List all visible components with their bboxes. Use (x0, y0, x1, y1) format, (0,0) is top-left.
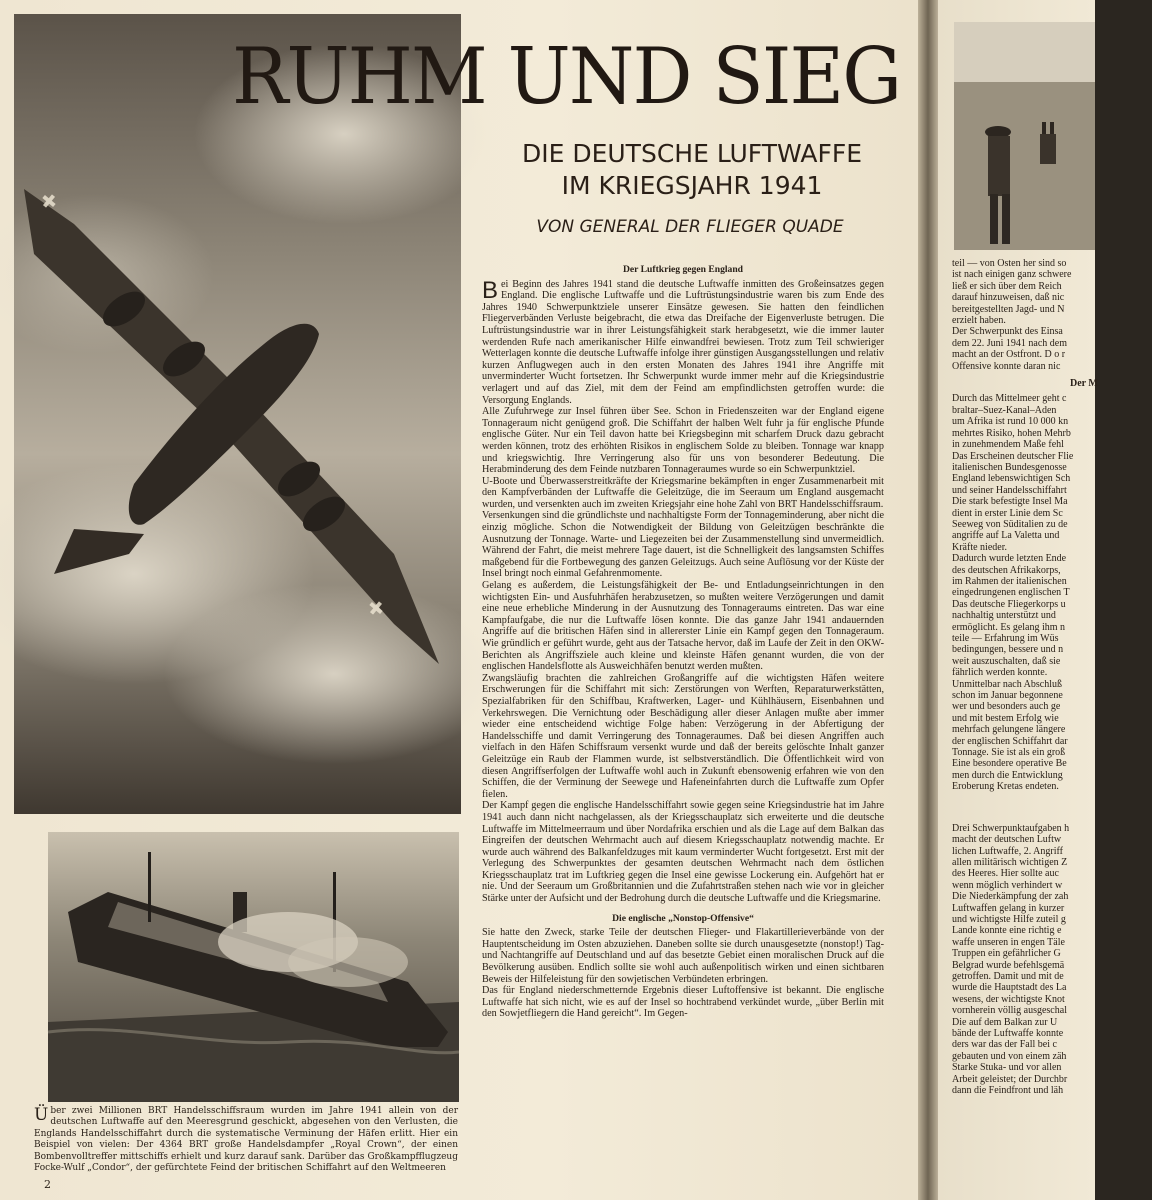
page-gutter (918, 0, 938, 1200)
ship-photo (48, 832, 459, 1102)
right-column-line: ders war das der Fall bei c (952, 1039, 1057, 1051)
right-column-line: getroffen. Damit und mit de (952, 970, 1064, 982)
right-column-line: Tonnage. Sie ist als ein groß (952, 747, 1066, 759)
section-title-luftkrieg: Der Luftkrieg gegen England (622, 264, 743, 275)
headline: RUHM UND SIEG (232, 32, 901, 122)
right-column-line: Kräfte nieder. (952, 541, 1007, 553)
photo-caption (34, 1106, 458, 1174)
article-paragraph: Der Kampf gegen die englische Handelsschiffahrt sowie gegen seine Kriegsindustrie hat im Jahre 1941 auch dann nicht nachgelassen, als der Kriegsschauplatz sich erweiterte und die deutsche Luftwaffe im Mittelmeerraum und über Nordafrika erschien und als die Lage auf dem Balkan das Eingreifen der deutschen Wehrmacht auch auf diesem Kriegsschauplatz notwendig machte. Er wurde auch während des Balkanfeldzuges mit kaum verminderter Wucht fortgesetzt. Erst mit der Verlegung des Schwerpunktes der gesamten deutschen Wehrmacht nach dem östlichen Kriegsschauplatz trat im Luftkrieg gegen die Insel eine gewisse Lockerung ein. Aufgehört hat er nie. Und der Seeraum um Großbritannien und die Zufahrtstraßen stehen nach wie vor in gleicher Stärke unter der Aufsicht und der Bedrohung durch die deutsche Luftwaffe und die Kriegsmarine. (482, 800, 884, 905)
right-column-line: des deutschen Afrikakorps, (952, 564, 1061, 576)
right-column-line: schon im Januar begonnene (952, 690, 1063, 702)
right-column-line: ermöglicht. Es gelang ihm n (952, 621, 1066, 633)
article-paragraph: U-Boote und Überwasserstreitkräfte der Kriegsmarine bekämpften in enger Zusammenarbeit mit den Kampfverbänden der Luftwaffe die Geleitzüge, die im Seeraum um England ausgemacht wurden, und versenkten auch im zweiten Kriegsjahr eine hohe Zahl von BRT Handelsschiffsraum. (482, 475, 884, 510)
right-column-line: Seeweg von Süditalien zu de (952, 518, 1068, 530)
caption-dropcap: Ü (34, 1105, 49, 1125)
right-column-line: wenn möglich verhindert w (952, 879, 1063, 891)
page-number: 2 (44, 1178, 51, 1191)
right-column-line: lichen Luftwaffe, 2. Angriff (952, 845, 1063, 857)
right-column-line: Durch das Mittelmeer geht c (952, 393, 1067, 405)
right-column-line: bände der Luftwaffe konnte (952, 1028, 1064, 1039)
right-column-section-title: Der M (1070, 378, 1098, 390)
right-column-line: und mit bestem Erfolg wie (952, 712, 1059, 724)
section-title-nonstop: Die englische „Nonstop-Offensive“ (612, 912, 754, 924)
right-column-line: Die Niederkämpfung der zah (952, 891, 1069, 903)
right-column-line: Eroberung Kretas endeten. (952, 781, 1059, 793)
right-column-text (952, 258, 1152, 1096)
right-column-line: nachhaltig unterstützt und (952, 610, 1056, 622)
right-column-line: Dadurch wurde letzten Ende (952, 553, 1067, 565)
right-column-line: ist nach einigen ganz schwere (952, 269, 1072, 281)
right-column-line: braltar–Suez-Kanal–Aden (952, 404, 1057, 416)
right-column-line: erzielt haben. (952, 315, 1006, 327)
byline: VON GENERAL DER FLIEGER QUADE (536, 217, 844, 237)
right-column-line: des Heeres. Hier sollte auc (952, 868, 1059, 880)
right-column-line: und seiner Handelsschiffahrt (952, 484, 1067, 496)
right-column-line: eingedrungenen englischen T (952, 587, 1070, 599)
right-column-line: Die auf dem Balkan zur U (952, 1016, 1058, 1028)
right-column-line: gebauten und von einem zäh (952, 1050, 1067, 1062)
right-column-line: Das Erscheinen deutscher Flie (952, 450, 1074, 462)
caption-text: ber zwei Millionen BRT Handelsschiffsraum wurden im Jahre 1941 allein von der deutschen Luftwaffe auf den Meeresgrund geschickt, abgesehen von den Verlusten, die Englands Handelsschiffahrt durch die systematische Verminung der Häfen erlitt. Hier ein Beispiel von vielen: Der 4364 BRT große Handelsdampfer „Royal Crown“, der einen Bombenvolltreffer mittschiffs erhielt und kurz darauf sank. Darüber das Großkampfflugzeug Focke-Wulf „Condor“, der gefürchtete Feind der britischen Schiffahrt auf den Weltmeeren (34, 1106, 458, 1174)
royal-crown-steamer-illustration (48, 832, 459, 1102)
right-column-line: dann die Feindfront und läh (952, 1085, 1064, 1097)
right-column-line: Luftwaffen gelang in kurzer (952, 902, 1065, 914)
article-paragraph: Bei Beginn des Jahres 1941 stand die deutsche Luftwaffe inmitten des Großeinsatzes gegen England. Die englische Luftwaffe und die Luftrüstungsindustrie waren bis zum Ende des Jahres 1940 Schwerpunktziele unserer Einsätze gewesen. Sie hatten den feindlichen Fliegerverbänden Verluste beigebracht, die etwa das Dreifache der Eigenverluste betrugen. Die Luftrüstungsindustrie war in ihrer Leistungsfähigkeit stark herabgesetzt, wie die immer lauter werdenden Rufe nach amerikanischer Hilfe einwandfrei bewiesen. Trotz zum Teil schwieriger Wetterlagen konnte die deutsche Luftwaffe infolge ihrer günstigen Ausgangsstellungen und relativ kurzen Anflugwegen auch in den ersten Monaten des Jahres 1941 ihre Angriffe mit unverminderter Wucht fortsetzen. Ihr Schwerpunkt wurde immer mehr auf die Kriegsindustrie verlagert und auf das Ziel, mit dem der Feind am empfindlichsten getroffen wurde: die Versorgung Englands. (482, 276, 884, 406)
soldiers-field-illustration (954, 22, 1095, 250)
right-column-line: fährlich werden konnte. (952, 667, 1048, 679)
right-column-line: macht der deutschen Luftw (952, 834, 1062, 846)
right-column-line: Unmittelbar nach Abschluß (952, 678, 1062, 690)
article-paragraph: Versenkungen sind die gründlichste und nachhaltigste Form der Tonnageminderung, aber nicht die einzig mögliche. Schon die Notwendigkeit der Bildung von Geleitzügen beschränkte die Ausnutzung der Tonnage. Warte- und Liegezeiten bei der Zusammenstellung sind unvermeidlich. Während der Fahrt, die meist mehrere Tage dauert, ist die Schnelligkeit des langsamsten Schiffes maßgebend für die Fortbewegung des ganzen Geleitzugs. Auch seine Auflösung vor der Küste der Insel bringt noch einmal Gefahrenmomente. (482, 510, 884, 580)
right-column-line: Drei Schwerpunktaufgaben h (952, 822, 1070, 834)
right-column-line: Arbeit geleistet; der Durchbr (952, 1073, 1068, 1085)
right-column-line: macht an der Ostfront. D o r (952, 349, 1066, 361)
right-column-line: italienischen Bundesgenosse (952, 461, 1067, 473)
right-column-line: allen militärisch wichtigen Z (952, 856, 1068, 868)
right-column-line: der englischen Schiffahrt dar (952, 735, 1068, 747)
right-column-line: darauf hinzuweisen, daß nic (952, 292, 1065, 304)
bomber-photo (14, 14, 461, 814)
focke-wulf-condor-illustration (14, 14, 461, 814)
right-column-line: dient in erster Linie dem Sc (952, 507, 1063, 519)
right-column-line: dem 22. Juni 1941 nach dem (952, 337, 1067, 349)
right-column-line: weit auszuschalten, daß sie (952, 655, 1061, 667)
right-column-line: und wichtigste Hilfe zuteil g (952, 913, 1066, 925)
right-column-line: angriffe auf La Valetta und (952, 530, 1060, 542)
right-column-line: wer und besonders auch ge (952, 701, 1061, 713)
right-column-line: teil — von Osten her sind so (952, 258, 1067, 269)
right-column-line: mehrfach gelungene längere (952, 724, 1066, 736)
soldier-photo (954, 22, 1095, 250)
right-column-line: wurde die Hauptstadt des La (952, 982, 1067, 994)
lead-dropcap: B (482, 276, 499, 304)
right-column-line: vornherein völlig ausgeschal (952, 1005, 1067, 1017)
right-column-line: men durch die Entwicklung (952, 769, 1063, 781)
right-column-line: Der Schwerpunkt des Einsa (952, 326, 1063, 338)
article-paragraph: Gelang es außerdem, die Leistungsfähigkeit der Be- und Entladungseinrichtungen in den wichtigsten Ein- und Ausfuhrhäfen herabzusetzen, so mußten weitere Verzögerungen und damit eine neue erhebliche Minderung in der Ausnutzung des Tonnageraums eintreten. Das war eine Kampfaufgabe, die nur die Luftwaffe lösen konnte. Die das ganze Jahr 1941 andauernden Angriffe auf die britischen Häfen sind in allererster Linie ein Kampf gegen den Tonnageraum. Wie gründlich er geführt wurde, geht aus der Tatsache hervor, daß im Laufe der Zeit in den OKW-Berichten als Angriffsziele auch kleine und kleinste Häfen genannt wurden, die von der englischen Handelsflotte als Ausweichhäfen benutzt werden mußten. (482, 580, 884, 673)
right-column-line: Das deutsche Fliegerkorps u (952, 598, 1066, 610)
article-paragraph: Alle Zufuhrwege zur Insel führen über See. Schon in Friedenszeiten war der England eigene Tonnageraum nicht genügend groß. Die Schiffahrt der halben Welt fuhr ja für englische Pfunde englische Güter. Nur ein Teil davon hatte bei Kriegsbeginn mit scharfem Druck dazu gebracht werden können, trotz des erhöhten Risikos in englischem Solde zu bleiben. Tonnage war knapp und kriegswichtig. Ihre Verringerung also für uns von besonderer Bedeutung. Die Herabminderung des dem Feinde nutzbaren Tonnageraumes wurde so ein Schwerpunktziel. (482, 406, 884, 476)
right-column-line: England lebenswichtigen Sch (952, 473, 1071, 485)
right-column-line: ließ er sich über dem Reich (952, 280, 1062, 292)
right-column-line: bedingungen, bessere und n (952, 644, 1064, 656)
right-column-line: Truppen ein gefährlicher G (952, 948, 1061, 960)
subtitle (472, 138, 912, 202)
subtitle-line-1: DIE DEUTSCHE LUFTWAFFE (521, 139, 863, 168)
right-column-line: in zunehmendem Maße fehl (952, 439, 1064, 451)
right-page (938, 0, 1098, 1200)
right-column-line: bereitgestellten Jagd- und N (952, 303, 1065, 315)
right-column-line: Offensive konnte daran nic (952, 360, 1061, 372)
article-paragraph: Zwangsläufig brachten die zahlreichen Großangriffe auf die wichtigsten Häfen weitere Erschwerungen für die Schiffahrt mit sich: Zerstörungen von Werften, Reparaturwerkstätten, Spezialfabriken für den Schiffbau, Kraftwerken, Lager- und Kühlhäusern, Eisenbahnen und Verkehrswegen. Die Vernichtung oder Beschädigung aller dieser Anlagen mußte aber immer wieder eine entscheidend wichtige Folge haben: Verzögerung in der Abfertigung der Handelsschiffe und damit Verringerung des Tonnageraumes. Daß bei diesen Angriffen auch vielfach in den Häfen Schiffsraum versenkt wurde und daß der bereits gelöschte Inhalt ganzer Geleitzüge ein Raub der Flammen wurde, ist selbstverständlich. Die Öffentlichkeit wird von diesen Angriffserfolgen der Luftwaffe wohl auch in Zukunft ebensowenig erfahren wie von den Schiffen, die der Verminung der Seewege und Hafeneinfahrten durch die Luftwaffe zum Opfer fielen. (482, 672, 884, 800)
right-column-line: im Rahmen der italienischen (952, 575, 1067, 587)
right-column-line: Die stark befestigte Insel Ma (952, 496, 1068, 508)
right-column-line: waffe unseren in engen Täle (952, 936, 1065, 948)
right-column-line: teile — Erfahrung im Wüs (952, 633, 1059, 644)
right-column-gap (952, 793, 1152, 823)
right-column-line: Belgrad wurde befehlsgemä (952, 959, 1065, 971)
right-column-line: wesens, der wichtigste Knot (952, 993, 1065, 1005)
right-column-line: Starke Stuka- und vor allen (952, 1062, 1062, 1074)
article-paragraph: Das für England niederschmetternde Ergebnis dieser Luftoffensive ist bekannt. Die englische Luftwaffe hat sich nicht, wie es auf der Insel so hochtrabend verkündet wurde, „über Berlin mit den Sowjetfliegern die Hand gereicht“. Im Gegen- (482, 985, 884, 1020)
subtitle-line-2: IM KRIEGSJAHR 1941 (561, 171, 823, 200)
right-column-line: Eine besondere operative Be (952, 758, 1067, 770)
right-column-line: um Afrika ist rund 10 000 kn (952, 416, 1069, 428)
right-column-line: mehrtes Risiko, hohen Mehrb (952, 427, 1071, 439)
right-column-line: Lande konnte eine richtig e (952, 925, 1062, 937)
article-body (482, 262, 884, 1020)
article-paragraph: Sie hatte den Zweck, starke Teile der deutschen Flieger- und Flakartillerieverbände von der Hauptentscheidung im Osten abzuziehen. Daneben sollte sie durch unausgesetzte (nonstop!) Tag- und Nachtangriffe auf Deutschland und auf das besetzte Gebiet einen moralischen Druck auf die Bevölkerung ausüben. Endlich sollte sie wohl auch außenpolitisch wirken und einen sichtbaren Beweis der Hilfeleistung für den sowjetischen Verbündeten erbringen. (482, 927, 884, 985)
